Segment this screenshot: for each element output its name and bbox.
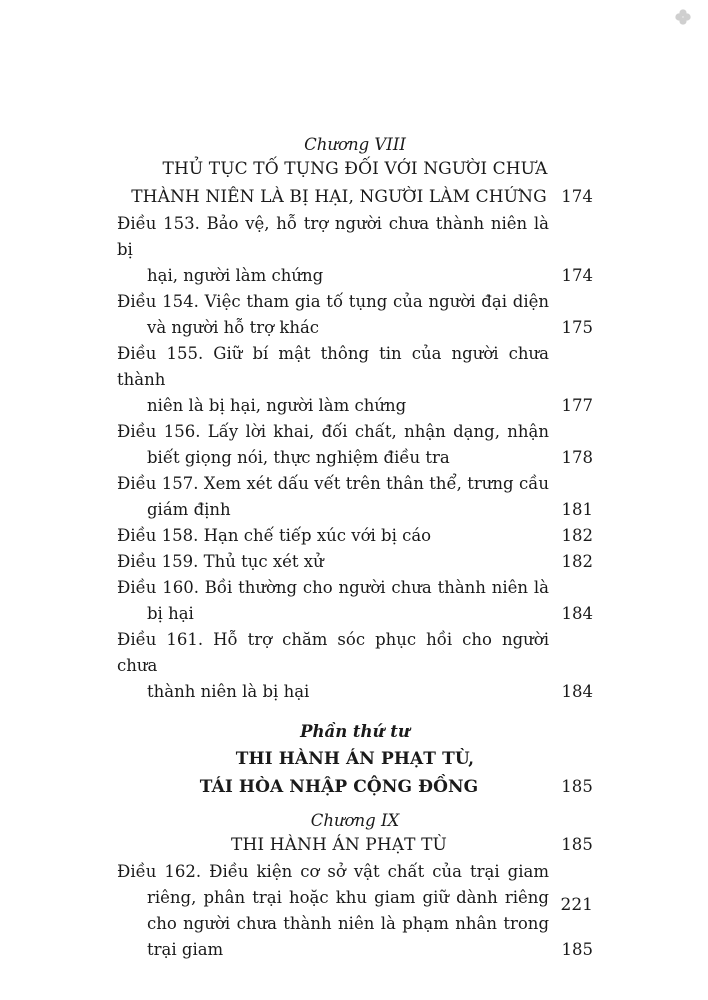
page-number: 174 [561,187,593,206]
chapter-title-line: THỦ TỤC TỐ TỤNG ĐỐI VỚI NGƯỜI CHƯA [162,159,548,179]
toc-entry [117,549,593,575]
entry-text: bị hại [147,604,194,623]
page-number: 174 [561,266,593,285]
entry-text: Điều 153. Bảo vệ, hỗ trợ người chưa thành niên là bị [117,214,549,259]
page-number: 182 [561,526,593,545]
toc-entry [117,859,593,963]
toc-entry [117,471,593,523]
chapter-title [117,831,593,859]
entry-text: Điều 154. Việc tham gia tố tụng của người đại diện [117,292,549,311]
clover-icon [674,8,692,26]
entry-text: cho người chưa thành niên là phạm nhân trong [147,914,549,933]
part-title [117,745,593,773]
chapter-title-line: THI HÀNH ÁN PHẠT TÙ [231,835,447,855]
chapter-label: Chương VIII [304,135,406,154]
part-title [117,773,593,801]
entry-text: Điều 156. Lấy lời khai, đối chất, nhận dạng, nhận [117,422,549,441]
entry-text: Điều 160. Bồi thường cho người chưa thành niên là [117,578,549,597]
entry-text: và người hỗ trợ khác [147,318,320,337]
entry-text: Điều 161. Hỗ trợ chăm sóc phục hồi cho người chưa [117,630,549,675]
toc-entry [117,211,593,289]
page-number: 181 [561,500,593,519]
toc-entry [117,419,593,471]
toc-entry [117,341,593,419]
folio-page-number: 221 [560,895,593,915]
chapter-title [117,155,593,183]
toc-entry [117,289,593,341]
part-label: Phần thứ tư [300,722,410,741]
entry-text: giám định [147,500,231,519]
entry-text: hại, người làm chứng [147,266,324,285]
toc-entry [117,627,593,705]
entry-text: Điều 162. Điều kiện cơ sở vật chất của trại giam [117,862,549,881]
part-title-line: THI HÀNH ÁN PHẠT TÙ, [235,749,475,769]
chapter-title [117,183,593,211]
entry-text: Điều 157. Xem xét dấu vết trên thân thể, trưng cầu [117,474,549,493]
page-number: 184 [561,682,593,701]
page-number: 184 [561,604,593,623]
entry-text: Điều 159. Thủ tục xét xử [117,552,324,571]
toc-entry [117,523,593,549]
toc-entry [117,575,593,627]
chapter-label: Chương IX [310,811,400,830]
chapter-title-line: THÀNH NIÊN LÀ BỊ HẠI, NGƯỜI LÀM CHỨNG [131,187,547,207]
entry-text: biết giọng nói, thực nghiệm điều tra [147,448,450,467]
page-number: 182 [561,552,593,571]
entry-text: thành niên là bị hại [147,682,310,701]
page-number: 185 [561,835,593,854]
part-title-line: TÁI HÒA NHẬP CỘNG ĐỒNG [199,777,479,797]
page-number: 177 [561,396,593,415]
entry-text: trại giam [147,940,224,959]
entry-text: niên là bị hại, người làm chứng [147,396,407,415]
page-number: 175 [561,318,593,337]
page-number: 185 [561,940,593,959]
page-number: 185 [561,777,593,796]
entry-text: Điều 158. Hạn chế tiếp xúc với bị cáo [117,526,432,545]
page-number: 178 [561,448,593,467]
entry-text: Điều 155. Giữ bí mật thông tin của người chưa thành [117,344,549,389]
table-of-contents [117,135,593,963]
entry-text: riêng, phân trại hoặc khu giam giữ dành riêng [147,888,549,907]
